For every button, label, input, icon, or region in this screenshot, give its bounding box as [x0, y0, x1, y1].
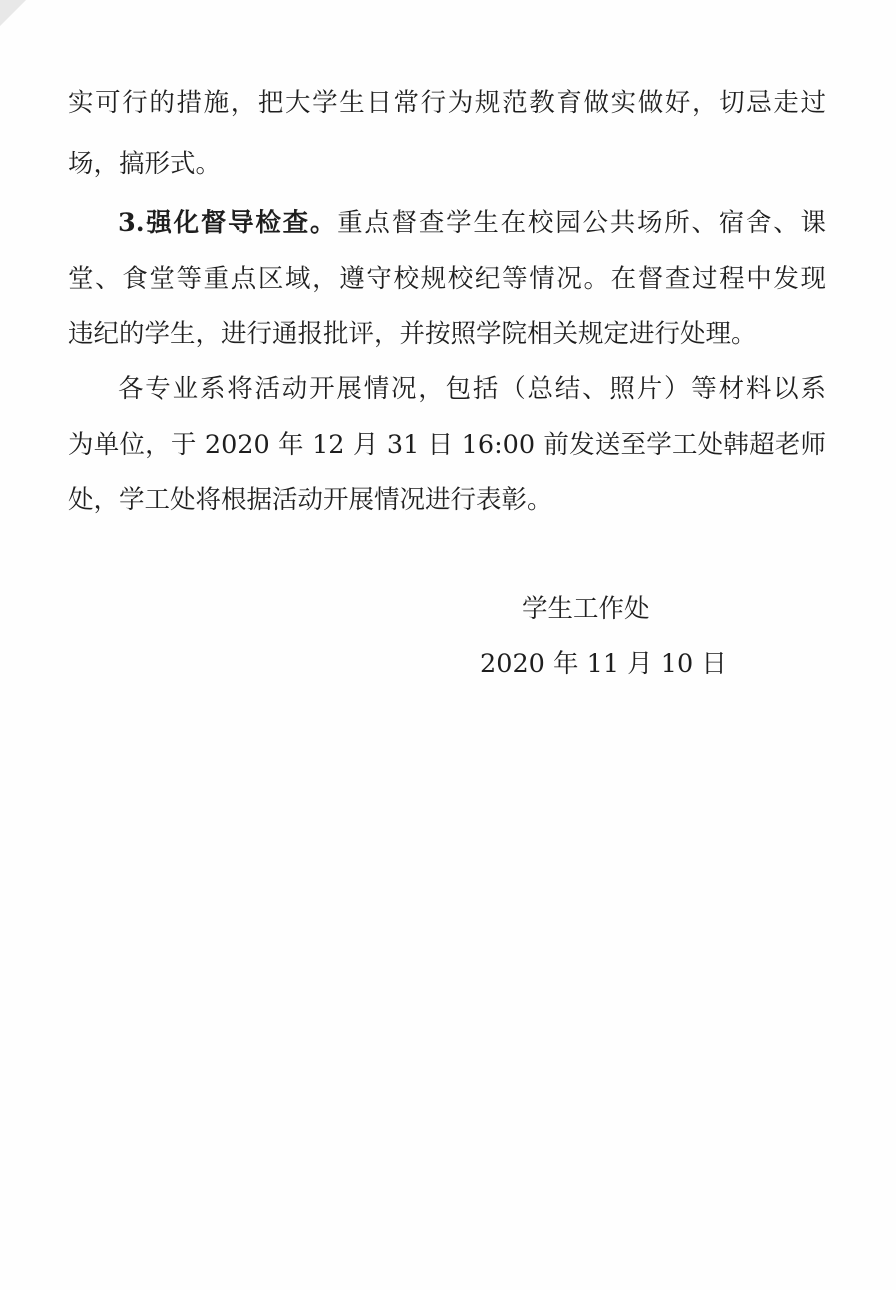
- paragraph-2-heading: 3.强化督导检查。: [118, 208, 338, 238]
- paragraph-3-line-3: 处，学工处将根据活动开展情况进行表彰。: [68, 485, 553, 515]
- paragraph-2-line-2: 堂、食堂等重点区域，遵守校规校纪等情况。在督查过程中发现: [68, 264, 826, 294]
- paragraph-2-line-3: 违纪的学生，进行通报批评，并按照学院相关规定进行处理。: [68, 319, 757, 349]
- paragraph-2-line-1: [118, 208, 826, 238]
- signature-office: 学生工作处: [522, 594, 650, 624]
- paragraph-2-line-1-text: 重点督查学生在校园公共场所、宿舍、课: [337, 208, 826, 238]
- paragraph-3-line-1: 各专业系将活动开展情况，包括（总结、照片）等材料以系: [118, 374, 826, 404]
- paragraph-1-line-1: 实可行的措施，把大学生日常行为规范教育做实做好，切忌走过: [68, 88, 826, 118]
- paragraph-3-line-2: 为单位，于 2020 年 12 月 31 日 16:00 前发送至学工处韩超老师: [68, 430, 826, 460]
- page-corner-shadow: [0, 0, 26, 26]
- paragraph-1-line-2: 场，搞形式。: [68, 149, 222, 179]
- signature-date: 2020 年 11 月 10 日: [480, 649, 727, 679]
